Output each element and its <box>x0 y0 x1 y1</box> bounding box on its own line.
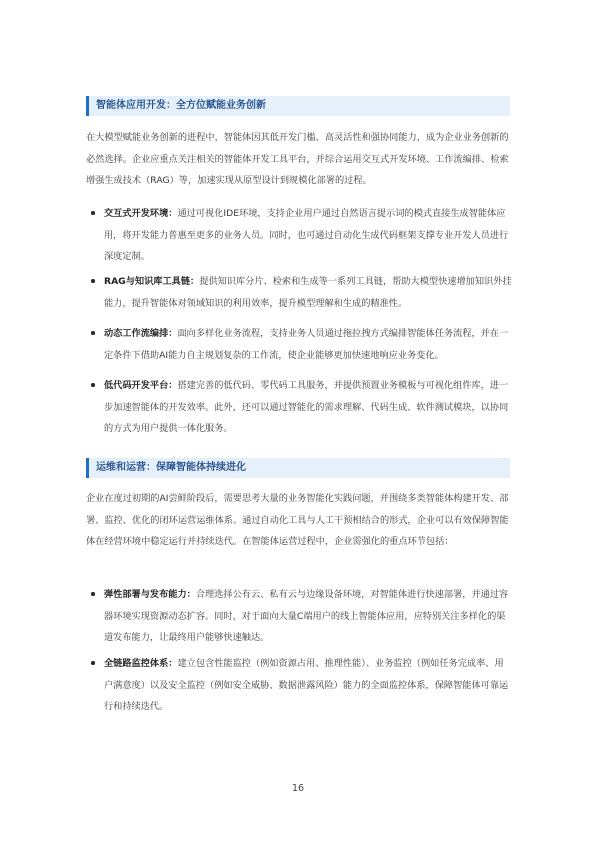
section-heading-operations: 运维和运营：保障智能体持续进化 <box>86 458 510 478</box>
bullet-item-full-chain-monitoring <box>104 653 512 718</box>
bullet-item-interactive-dev <box>104 203 512 268</box>
bullet-dot-icon <box>91 383 95 387</box>
bullet-text: 提供知识库分片、检索和生成等一系列工具链，帮助大模型快速增加知识外挂能力，提升智能体对领域知识的利用效率，提升模型理解和生成的精准性。 <box>104 276 512 309</box>
bullet-text: 面向多样化业务流程，支持业务人员通过拖拉拽方式编排智能体任务流程，并在一定条件下借助AI能力自主规划复杂的工作流，使企业能够更加快速地响应业务变化。 <box>104 328 509 361</box>
bullet-dot-icon <box>91 661 95 665</box>
bullet-dot-icon <box>91 592 95 596</box>
bullet-term: 交互式开发环境： <box>104 208 178 219</box>
page-number: 16 <box>291 783 305 794</box>
bullet-text: 合理选择公有云、私有云与边缘设备环境，对智能体进行快速部署，并通过容器环境实现资源动态扩容。同时，对于面向大量C端用户的线上智能体应用，应特别关注多样化的渠道发布能力，让最终用户能够快速触达。 <box>104 589 509 643</box>
bullet-text: 建立包含性能监控（例如资源占用、推理性能）、业务监控（例如任务完成率、用户满意度）以及安全监控（例如安全威胁、数据泄露风险）能力的全面监控体系，保障智能体可靠运行和持续迭代。 <box>104 658 509 712</box>
bullet-term: 动态工作流编排： <box>104 328 178 339</box>
bullet-text: 通过可视化IDE环境，支持企业用户通过自然语言提示词的模式直接生成智能体应用，将开发能力普惠至更多的业务人员。同时，也可通过自动化生成代码框架支撑专业开发人员进行深度定制。 <box>104 208 509 262</box>
bullet-term: 弹性部署与发布能力： <box>104 589 196 600</box>
bullet-item-low-code-platform <box>104 375 512 440</box>
section-intro-paragraph: 企业在度过初期的AI尝鲜阶段后，需要思考大量的业务智能化实践问题，并围绕多类智能体构建开发、部署、监控、优化的闭环运营运维体系。通过自动化工具与人工干预相结合的形式，企业可以有效保障智能体在经营环境中稳定运行并持续迭代。在智能体运营过程中，企业需强化的重点环节包括： <box>86 493 509 547</box>
bullet-term: RAG与知识库工具链： <box>104 276 200 287</box>
bullet-item-elastic-deployment <box>104 584 512 649</box>
bullet-text: 搭建完善的低代码、零代码工具服务，并提供预置业务模板与可视化组件库，进一步加速智能体的开发效率。此外，还可以通过智能化的需求理解、代码生成、软件测试模块，以协同的方式为用户提供一体化服务。 <box>104 380 509 434</box>
bullet-dot-icon <box>91 331 95 335</box>
bullet-dot-icon <box>91 279 95 283</box>
bullet-term: 全链路监控体系： <box>104 658 178 669</box>
bullet-term: 低代码开发平台： <box>104 380 178 391</box>
bullet-dot-icon <box>91 211 95 215</box>
section-intro-paragraph: 在大模型赋能业务创新的进程中，智能体因其低开发门槛、高灵活性和强协同能力，成为企业业务创新的必然选择。企业应重点关注相关的智能体开发工具平台，并综合运用交互式开发环境、工作流编排、检索增强生成技术（RAG）等，加速实现从原型设计到规模化部署的过程。 <box>86 132 509 186</box>
bullet-item-workflow-orchestration <box>104 323 512 366</box>
section-heading-agent-development: 智能体应用开发：全方位赋能业务创新 <box>86 96 510 116</box>
bullet-item-rag-toolchain <box>104 271 512 314</box>
